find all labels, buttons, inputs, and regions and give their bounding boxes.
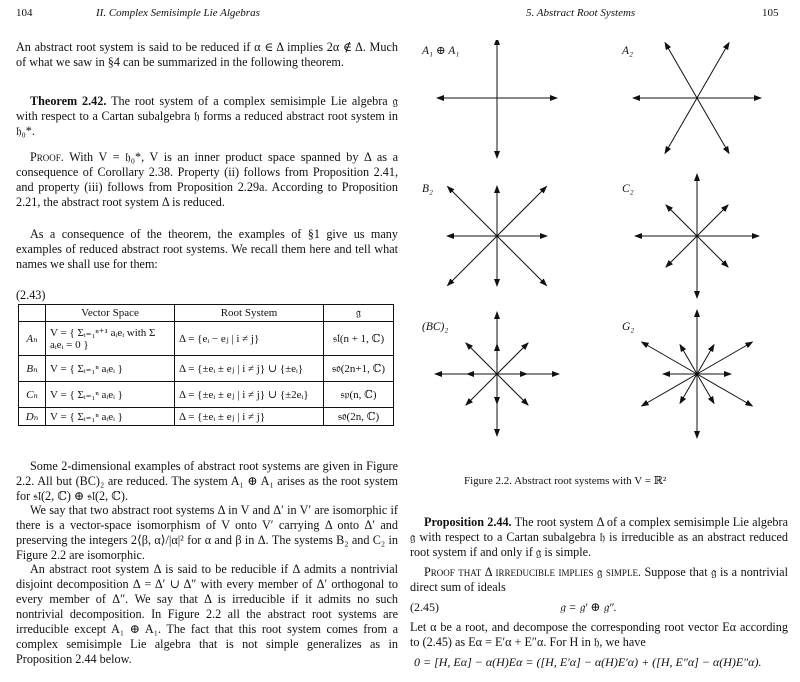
table-cell-roots: Δ = {±eᵢ ± eⱼ | i ≠ j} ∪ {±2eᵢ} xyxy=(175,382,324,408)
eq-2-45: 𝔤 = 𝔤′ ⊕ 𝔤″. xyxy=(560,600,617,614)
table-cell-space: V = { Σᵢ₌₁ⁿ⁺¹ aᵢeᵢ with Σ aᵢeᵢ = 0 } xyxy=(46,322,175,356)
root-vector-b2 xyxy=(497,236,547,286)
left-page xyxy=(16,0,398,682)
root-vector-b2 xyxy=(448,236,498,286)
root-system-table xyxy=(18,304,394,426)
para-consequence: As a consequence of the theorem, the examples of §1 give us many examples of reduced abstract root systems. We recall them here and tell what names we shall use for them: xyxy=(16,227,398,271)
table-cell-algebra: 𝔰𝔬(2n, ℂ) xyxy=(324,408,394,426)
diagram-label-g2: G₂ xyxy=(622,321,635,333)
proof-label: Proof. xyxy=(30,150,64,164)
table-cell-algebra: 𝔰𝔭(n, ℂ) xyxy=(324,382,394,408)
theorem-body: The root system of a complex semisimple Lie algebra 𝔤 with respect to a Cartan subalgebra 𝔥 forms a reduced abstract root system in 𝔥₀*. xyxy=(16,94,398,138)
figure-caption: Figure 2.2. Abstract root systems with V = ℝ² xyxy=(464,475,667,487)
theorem-2-42 xyxy=(16,94,398,139)
diagram-label-a1a1: A₁ ⊕ A₁ xyxy=(422,45,460,57)
left-page-number: 104 xyxy=(16,7,33,19)
table-header-space: Vector Space xyxy=(46,305,175,322)
table-header-algebra: 𝔤 xyxy=(324,305,394,322)
proof-2-44-body: Suppose that 𝔤 is a nontrivial direct sum of ideals xyxy=(410,565,788,594)
final-equation: 0 = [H, Eα] − α(H)Eα = ([H, E′α] − α(H)E′α) + ([H, E″α] − α(H)E″α). xyxy=(414,655,762,669)
left-running-header: II. Complex Semisimple Lie Algebras xyxy=(96,7,260,19)
table-cell-roots: Δ = {eᵢ − eⱼ | i ≠ j} xyxy=(175,322,324,356)
proposition-2-44 xyxy=(410,515,788,560)
para-reduced: An abstract root system is said to be reduced if α ∈ Δ implies 2α ∉ Δ. Much of what we saw in §4 can be summarized in the following theorem. xyxy=(16,40,398,69)
root-vector-a2 xyxy=(665,98,697,153)
root-vector-a2 xyxy=(665,43,697,98)
root-vector-g2 xyxy=(642,342,697,374)
table-row xyxy=(19,322,394,356)
table-header-roots: Root System xyxy=(175,305,324,322)
table-header-row xyxy=(19,305,394,322)
para-reducible: An abstract root system Δ is said to be reducible if Δ admits a nontrivial disjoint decomposition Δ = Δ′ ∪ Δ″ with every member of Δ′ orthogonal to every member of Δ″. We say that Δ is irreducible if it admits no such nontrivial decomposition. In Figure 2.2 all the abstract root systems are irreducible except A₁ ⊕ A₁. The fact that this root system comes from a complex semisimple Lie algebra that is not simple generalizes as in Proposition 2.44 below. xyxy=(16,562,398,666)
table-cell-roots: Δ = {±eᵢ ± eⱼ | i ≠ j} xyxy=(175,408,324,426)
proof-2-42 xyxy=(16,150,398,210)
table-row xyxy=(19,382,394,408)
table-label: (2.43) xyxy=(16,288,46,302)
diagram-label-b2: B₂ xyxy=(422,183,434,195)
root-vector-c2 xyxy=(666,205,697,236)
diagram-label-c2: C₂ xyxy=(622,183,634,195)
root-vector-c2 xyxy=(666,236,697,267)
root-vector-bc2 xyxy=(466,374,497,405)
para-isomorphic-text: We say that two abstract root systems Δ in V and Δ′ in V′ are isomorphic if there is a vector-space isomorphism of V onto V′ carrying Δ onto Δ′ and preserving the integers 2⟨β, α⟩/|α|² for α and β in Δ. The systems B₂ and C₂ in Figure 2.2 are isomorphic. xyxy=(16,503,398,562)
root-vector-g2 xyxy=(642,374,697,406)
root-vector-bc2 xyxy=(497,343,528,374)
root-vector-bc2 xyxy=(466,343,497,374)
table-cell-name: Aₙ xyxy=(19,322,46,356)
prop-body: The root system Δ of a complex semisimple Lie algebra 𝔤 with respect to a Cartan subalgebra 𝔥 is irreducible as an abstract reduced root system if and only if 𝔤 is simple. xyxy=(410,515,788,559)
para-root-vector: Let α be a root, and decompose the corresponding root vector Eα according to (2.45) as Eα = E′α + E″α. For H in 𝔥, we have xyxy=(410,620,788,649)
root-vector-g2 xyxy=(697,342,752,374)
table-cell-space: V = { Σᵢ₌₁ⁿ aᵢeᵢ } xyxy=(46,356,175,382)
para-isomorphic xyxy=(16,503,398,563)
eq-label-2-45: (2.45) xyxy=(410,600,439,614)
table-cell-algebra: 𝔰𝔩(n + 1, ℂ) xyxy=(324,322,394,356)
para-examples: Some 2-dimensional examples of abstract root systems are given in Figure 2.2. All but (BC)₂ are reduced. The system A₁ ⊕ A₁ arises as the root system for 𝔰𝔩(2, ℂ) ⊕ 𝔰𝔩(2, ℂ). xyxy=(16,459,398,503)
root-system-diagrams xyxy=(410,40,788,460)
root-vector-b2 xyxy=(497,187,547,237)
right-running-header: 5. Abstract Root Systems xyxy=(526,7,636,19)
diagram-label-bc2: (BC)₂ xyxy=(422,321,449,333)
table-cell-name: Dₙ xyxy=(19,408,46,426)
root-vector-a2 xyxy=(697,43,729,98)
proof-2-44 xyxy=(410,565,788,595)
table-cell-space: V = { Σᵢ₌₁ⁿ aᵢeᵢ } xyxy=(46,408,175,426)
diagram-label-a2: A₂ xyxy=(622,45,634,57)
proof-2-44-label: Proof that Δ irreducible implies 𝔤 simple. xyxy=(424,565,641,579)
root-vector-c2 xyxy=(697,205,728,236)
table-header-name xyxy=(19,305,46,322)
table-cell-name: Bₙ xyxy=(19,356,46,382)
root-vector-b2 xyxy=(448,187,498,237)
prop-title: Proposition 2.44. xyxy=(424,515,512,529)
theorem-title: Theorem 2.42. xyxy=(30,94,107,108)
table-cell-algebra: 𝔰𝔬(2n+1, ℂ) xyxy=(324,356,394,382)
table-cell-space: V = { Σᵢ₌₁ⁿ aᵢeᵢ } xyxy=(46,382,175,408)
root-vector-g2 xyxy=(697,374,752,406)
table-row xyxy=(19,356,394,382)
table-cell-name: Cₙ xyxy=(19,382,46,408)
table-row xyxy=(19,408,394,426)
root-vector-c2 xyxy=(697,236,728,267)
root-vector-bc2 xyxy=(497,374,528,405)
proof-body: With V = 𝔥₀*, V is an inner product space spanned by Δ as a consequence of Corollary 2.38. Property (ii) follows from Proposition 2.41, and property (iii) follows from Proposition 2.29a. According to Proposition 2.21, the abstract root system Δ is reduced. xyxy=(16,150,398,209)
right-page-number: 105 xyxy=(762,7,779,19)
diagram-group xyxy=(435,40,761,438)
right-page xyxy=(410,0,788,682)
table-cell-roots: Δ = {±eᵢ ± eⱼ | i ≠ j} ∪ {±eᵢ} xyxy=(175,356,324,382)
root-vector-a2 xyxy=(697,98,729,153)
